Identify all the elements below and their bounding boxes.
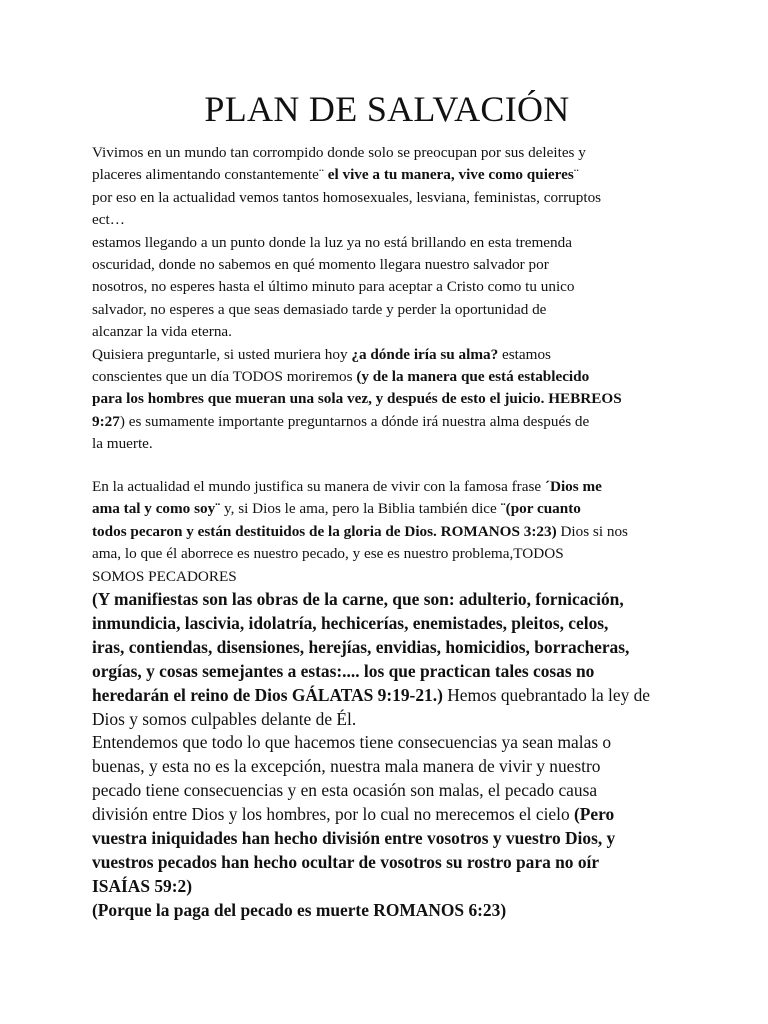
emphasis: vuestros pecados han hecho ocultar de vosotros su rostro para no oír bbox=[92, 851, 600, 872]
text-line: la muerte. bbox=[92, 435, 153, 453]
text-line: 9:27) es sumamente importante preguntarnos a dónde irá nuestra alma después de bbox=[92, 412, 590, 430]
text-line bbox=[92, 636, 682, 660]
text-line: Entendemos que todo lo que hacemos tiene consecuencias ya sean malas o bbox=[92, 732, 612, 753]
text-line bbox=[92, 875, 682, 899]
emphasis: orgías, y cosas semejantes a estas:.... los que practican tales cosas no bbox=[92, 660, 595, 681]
emphasis: vuestra iniquidades han hecho división entre vosotros y vuestro Dios, y bbox=[92, 828, 616, 849]
emphasis: (Y manifiestas son las obras de la carne, que son: adulterio, fornicación, bbox=[92, 589, 624, 609]
text-line bbox=[92, 899, 682, 923]
emphasis: (Porque la paga del pecado es muerte ROMANOS 6:23) bbox=[92, 899, 507, 920]
text-line: por eso en la actualidad vemos tantos homosexuales, lesviana, feministas, corruptos bbox=[92, 188, 602, 206]
text-line bbox=[92, 588, 682, 612]
emphasis: 9:27 bbox=[92, 412, 120, 430]
text-line bbox=[92, 827, 682, 851]
emphasis: para los hombres que mueran una sola vez, y después de esto el juicio. HEBREOS bbox=[92, 390, 622, 408]
text-line: salvador, no esperes a que seas demasiado tarde y perder la oportunidad de bbox=[92, 300, 547, 318]
emphasis: ¨(por cuanto bbox=[500, 500, 581, 518]
text-line: Vivimos en un mundo tan corrompido donde solo se preocupan por sus deleites y bbox=[92, 144, 586, 161]
text-line: ama, lo que él aborrece es nuestro pecado, y ese es nuestro problema,TODOS bbox=[92, 545, 564, 563]
emphasis: heredarán el reino de Dios GÁLATAS 9:19-21.) bbox=[92, 684, 443, 705]
emphasis: todos pecaron y están destituidos de la gloria de Dios. ROMANOS 3:23) bbox=[92, 522, 557, 540]
text-line: Quisiera preguntarle, si usted muriera hoy ¿a dónde iría su alma? estamos bbox=[92, 345, 551, 363]
text-line: oscuridad, donde no sabemos en qué momento llegara nuestro salvador por bbox=[92, 256, 549, 274]
paragraph-intro bbox=[92, 142, 682, 456]
emphasis: el vive a tu manera, vive como quieres bbox=[327, 166, 574, 184]
text-line: SOMOS PECADORES bbox=[92, 567, 237, 585]
text-line bbox=[92, 612, 682, 636]
emphasis: ´Dios me bbox=[544, 478, 602, 495]
text-line: alcanzar la vida eterna. bbox=[92, 323, 232, 341]
text-line: división entre Dios y los hombres, por lo cual no merecemos el cielo (Pero bbox=[92, 804, 615, 825]
text-line: todos pecaron y están destituidos de la gloria de Dios. ROMANOS 3:23) Dios si nos bbox=[92, 522, 628, 540]
emphasis: inmundicia, lascivia, idolatría, hechicerías, enemistades, pleitos, celos, bbox=[92, 612, 609, 633]
emphasis: (Pero bbox=[574, 804, 615, 825]
text-line: ect… bbox=[92, 211, 125, 229]
emphasis: iras, contiendas, disensiones, herejías, envidias, homicidios, borracheras, bbox=[92, 636, 630, 657]
text-line: heredarán el reino de Dios GÁLATAS 9:19-21.) Hemos quebrantado la ley de bbox=[92, 684, 651, 705]
text-line bbox=[92, 851, 682, 875]
emphasis: ISAÍAS 59:2) bbox=[92, 875, 193, 896]
text-line: En la actualidad el mundo justifica su manera de vivir con la famosa frase ´Dios me bbox=[92, 478, 602, 495]
emphasis: ama tal y como soy¨ bbox=[92, 500, 221, 518]
text-line: ama tal y como soy¨ y, si Dios le ama, pero la Biblia también dice ¨(por cuanto bbox=[92, 500, 581, 518]
text-line: conscientes que un día TODOS moriremos (y de la manera que está establecido bbox=[92, 368, 590, 386]
page-title: PLAN DE SALVACIÓN bbox=[204, 89, 570, 129]
text-line: buenas, y esta no es la excepción, nuestra mala manera de vivir y nuestro bbox=[92, 756, 601, 777]
text-line: estamos llegando a un punto donde la luz ya no está brillando en esta tremenda bbox=[92, 233, 572, 251]
text-line bbox=[92, 660, 682, 684]
text-line: Dios y somos culpables delante de Él. bbox=[92, 708, 357, 729]
text-line: placeres alimentando constantemente¨ el vive a tu manera, vive como quieres¨ bbox=[92, 166, 579, 184]
text-line bbox=[92, 388, 682, 410]
paragraph-justification bbox=[92, 476, 682, 588]
paragraph-consequences bbox=[92, 588, 682, 923]
emphasis: ¿a dónde iría su alma? bbox=[351, 345, 499, 363]
emphasis: (y de la manera que está establecido bbox=[356, 368, 590, 386]
text-line: nosotros, no esperes hasta el último minuto para aceptar a Cristo como tu unico bbox=[92, 278, 575, 296]
text-line: pecado tiene consecuencias y en esta ocasión son malas, el pecado causa bbox=[92, 780, 598, 801]
